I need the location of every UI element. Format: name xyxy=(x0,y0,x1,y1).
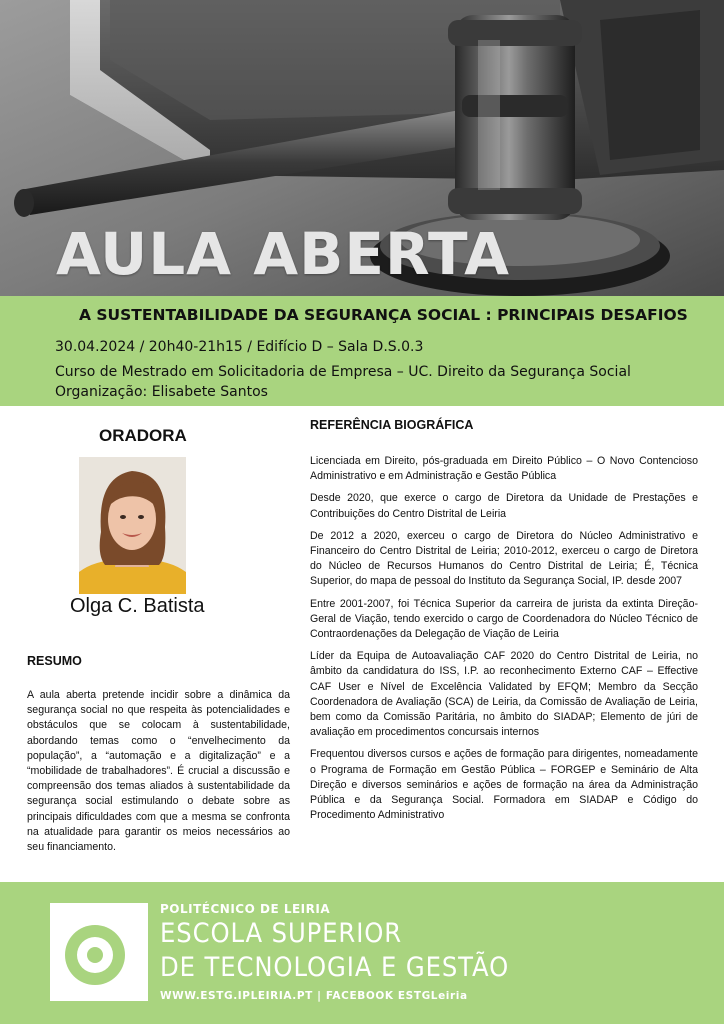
bio-text xyxy=(310,454,698,830)
speaker-name: Olga C. Batista xyxy=(70,595,205,617)
footer-institution: POLITÉCNICO DE LEIRIA xyxy=(160,902,331,916)
ipleiria-logo-icon xyxy=(50,903,148,1001)
bio-paragraph: Frequentou diversos cursos e ações de formação para dirigentes, nomeadamente o Programa de Formação em Gestão Pública – FORGEP e Seminário de Alta Direção e diversos seminários e ações de formação na área da Administração Pública e da Segurança Social. Formadora em SIADAP e Código do Procedimento Administrativo xyxy=(310,748,698,822)
footer-website-link[interactable]: WWW.ESTG.IPLEIRIA.PT | FACEBOOK ESTGLeiria xyxy=(160,990,468,1002)
event-subtitle: A SUSTENTABILIDADE DA SEGURANÇA SOCIAL : PRINCIPAIS DESAFIOS xyxy=(79,306,688,324)
speaker-heading: ORADORA xyxy=(99,426,187,445)
bio-heading: REFERÊNCIA BIOGRÁFICA xyxy=(310,418,474,432)
bio-paragraph: Líder da Equipa de Autoavaliação CAF 2020 do Centro Distrital de Leiria, no âmbito da candidatura do ISS, I.P. ao reconhecimento Externo CAF – Effective CAF User e Nível de Excelência Validated by EFQM; Membro da Secção Coordenadora de Avaliação (SCA) de Leiria, da Comissão de Avaliação de Leiria, bem como da Comissão Paritária, no âmbito do SIADAP; Elemento de júri de avaliação em procedimentos concursais internos xyxy=(310,650,698,739)
event-organization: Organização: Elisabete Santos xyxy=(55,384,268,400)
speaker-photo xyxy=(79,457,186,594)
bio-paragraph: Entre 2001-2007, foi Técnica Superior da carreira de jurista da extinta Direção-Geral de Viação, tendo exercido o cargo de Coordenadora do Núcleo Técnico de Contraordenações da Delegação de Viação de Leiria xyxy=(310,597,698,641)
event-course: Curso de Mestrado em Solicitadoria de Empresa – UC. Direito da Segurança Social xyxy=(55,364,631,380)
bio-paragraph: De 2012 a 2020, exerceu o cargo de Diretora do Núcleo Administrativo e Financeiro do Centro Distrital de Leiria; 2010-2012, exerceu o cargo de Diretora do Núcleo de Recursos Humanos do Centro Distrital de Leiria; É, Técnica Superior, do mapa de pessoal do Instituto da Segurança Social, IP. desde 2007 xyxy=(310,529,698,588)
summary-text: A aula aberta pretende incidir sobre a dinâmica da segurança social no que respeita às potencialidades e obstáculos que se colocam à sustentabilidade, abordando temas como o “envelhecimento da população”, a “automação e a digitalização” e a “mobilidade de trabalhadores”. É crucial a discussão e compreensão dos temas aliados à sustentabilidade da segurança social estimulando o debate sobre as principais dificuldades com que a mesma se confronta na atualidade para garantir os meios necessários ao seu financiamento. xyxy=(27,689,290,854)
bio-paragraph: Licenciada em Direito, pós-graduada em Direito Público – O Novo Contencioso Administrativo e em Administração e Gestão Pública xyxy=(310,455,698,483)
footer-school-line1: ESCOLA SUPERIOR xyxy=(160,918,403,949)
event-date-location: 30.04.2024 / 20h40-21h15 / Edifício D – Sala D.S.0.3 xyxy=(55,339,424,355)
footer-school-line2: DE TECNOLOGIA E GESTÃO xyxy=(160,952,510,983)
bio-paragraph: Desde 2020, que exerce o cargo de Diretora da Unidade de Prestações e Contribuições do Centro Distrital de Leiria xyxy=(310,492,698,520)
summary-heading: RESUMO xyxy=(27,654,82,668)
page-title: AULA ABERTA xyxy=(56,220,510,288)
